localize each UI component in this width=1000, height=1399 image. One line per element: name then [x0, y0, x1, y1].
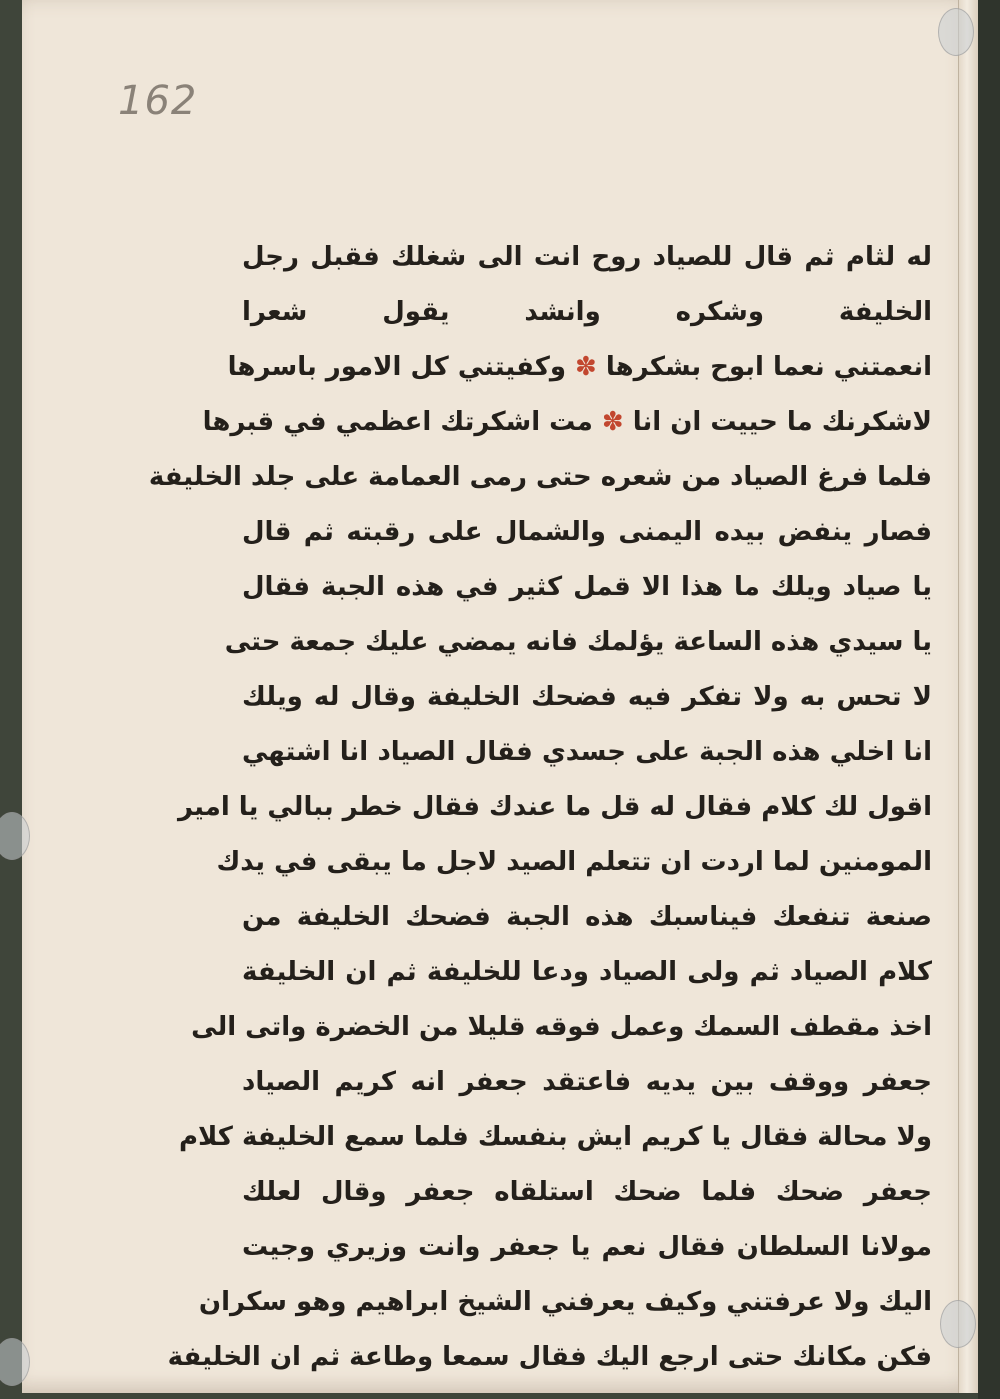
manuscript-text-block: [148, 230, 932, 1385]
text-line: لا تحس به ولا تفكر فيه فضحك الخليفة وقال له ويلك: [242, 682, 932, 712]
verse-separator-marker: ✽: [601, 407, 624, 437]
binding-shadow: [978, 0, 1000, 1399]
clip-right-top: [938, 8, 974, 56]
text-line: فصار ينفض بيده اليمنى والشمال على رقبته ثم قال: [242, 517, 932, 547]
text-line: انعمتني نعما ابوح بشكرها ✽ وكفيتني كل الامور باسرها: [227, 352, 932, 382]
page-edge: [958, 0, 979, 1393]
text-line: جعفر ووقف بين يديه فاعتقد جعفر انه كريم الصياد: [242, 1067, 932, 1097]
text-line: صنعة تنفعك فيناسبك هذه الجبة فضحك الخليفة من: [242, 902, 932, 932]
clip-right-bottom: [940, 1300, 976, 1348]
verse-separator-marker: ✽: [575, 352, 597, 382]
text-line: جعفر ضحك فلما ضحك استلقاه جعفر وقال لعلك: [242, 1177, 932, 1207]
text-line: اخذ مقطف السمك وعمل فوقه قليلا من الخضرة واتى الى: [191, 1012, 932, 1042]
text-line: له لثام ثم قال للصياد روح انت الى شغلك فقبل رجل: [242, 242, 932, 272]
text-line: المومنين لما اردت ان تتعلم الصيد لاجل ما يبقى في يدك: [216, 847, 932, 877]
text-line: مولانا السلطان فقال نعم يا جعفر وانت وزيري وجيت: [242, 1232, 932, 1262]
text-line: الخليفة وشكره وانشد يقول شعرا: [242, 297, 932, 327]
text-line: ولا محالة فقال يا كريم ايش بنفسك فلما سمع الخليفة كلام: [178, 1122, 932, 1152]
text-line: فلما فرغ الصياد من شعره حتى رمى العمامة على جلد الخليفة: [148, 462, 932, 492]
text-line: فكن مكانك حتى ارجع اليك فقال سمعا وطاعة ثم ان الخليفة: [167, 1342, 932, 1372]
text-line: كلام الصياد ثم ولى الصياد ودعا للخليفة ثم ان الخليفة: [242, 957, 932, 987]
text-line: انا اخلي هذه الجبة على جسدي فقال الصياد انا اشتهي: [242, 737, 932, 767]
text-line: اقول لك كلام فقال له قل ما عندك فقال خطر ببالي يا امير: [177, 792, 932, 822]
text-line: اليك ولا عرفتني وكيف يعرفني الشيخ ابراهيم وهو سكران: [198, 1287, 932, 1317]
folio-number: 162: [118, 78, 198, 124]
manuscript-page: [22, 0, 978, 1393]
text-line: يا صياد ويلك ما هذا الا قمل كثير في هذه الجبة فقال: [242, 572, 932, 602]
text-line: يا سيدي هذه الساعة يؤلمك فانه يمضي عليك جمعة حتى: [224, 627, 932, 657]
text-line: لاشكرنك ما حييت ان انا ✽ مت اشكرتك اعظمي في قبرها: [202, 407, 932, 437]
